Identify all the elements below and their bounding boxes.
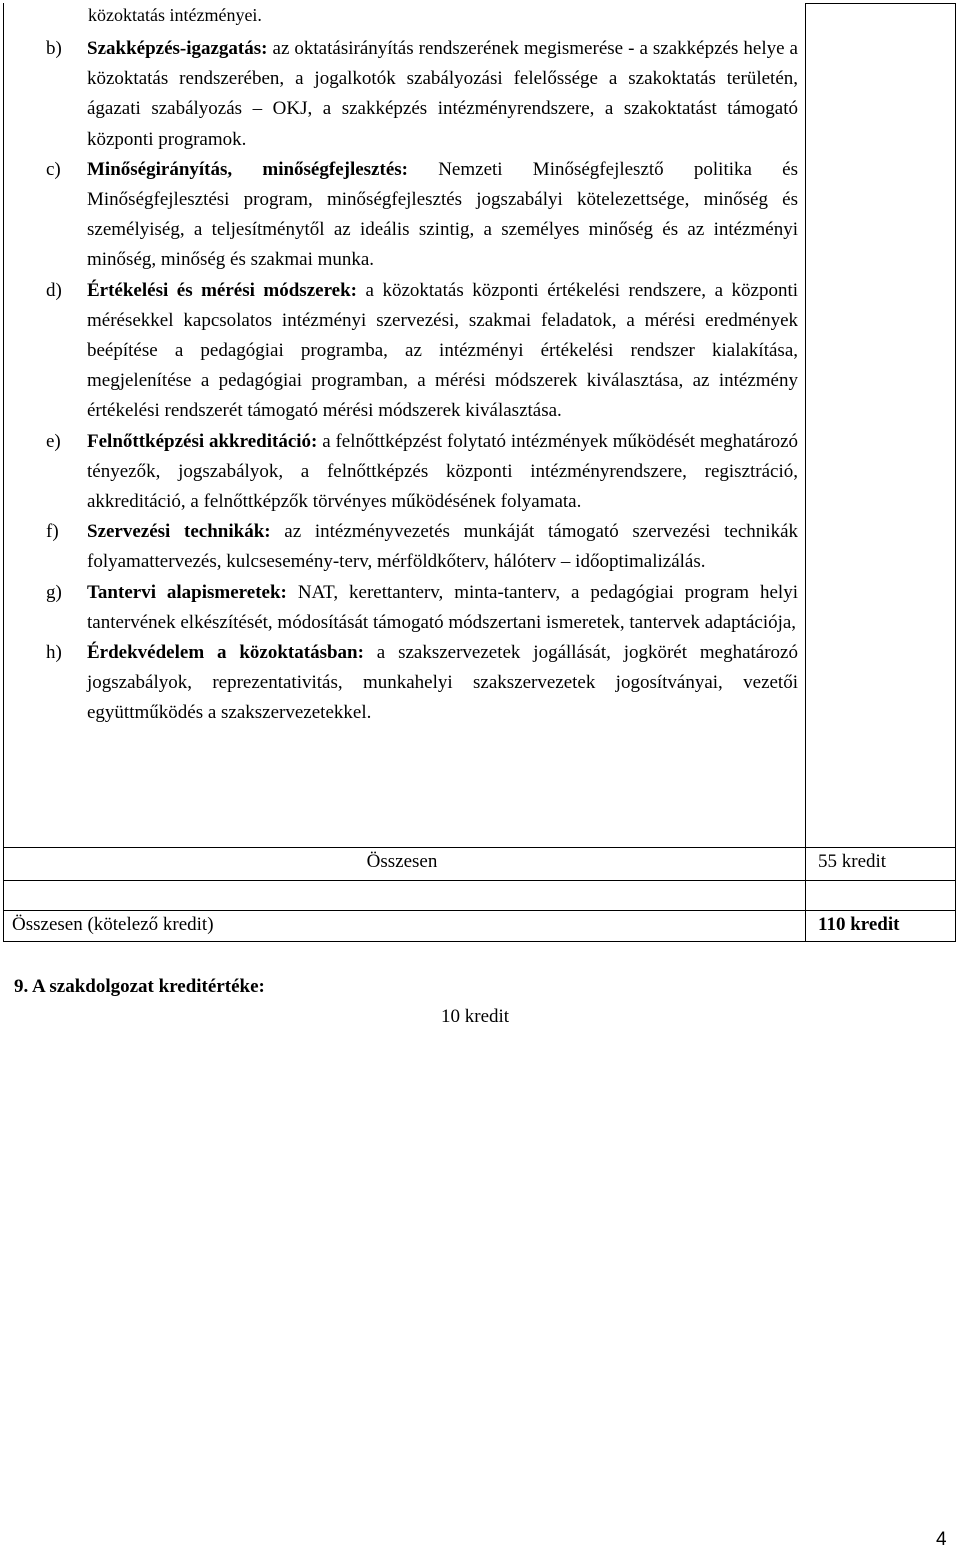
table-border-left bbox=[3, 3, 4, 942]
item-letter: f) bbox=[46, 521, 59, 543]
item-title: Szervezési technikák: bbox=[87, 521, 271, 543]
item-title: Érdekvédelem a közoktatásban: bbox=[87, 642, 364, 664]
table-border-right bbox=[955, 3, 956, 942]
item-text: Nemzeti Minőségfejlesztő politika és Minőségfejlesztési program, minőségfejlesztés jogszabályi kötelezettsége, minőség és személyiség, a teljesítménytől az ideális szintig, a személyes minőség és az intézményi minőség, minőség és szakmai munka. bbox=[87, 158, 798, 271]
thesis-heading: 9. A szakdolgozat kreditértéke: bbox=[14, 976, 265, 997]
item-text: NAT, kerettanterv, minta-tanterv, a pedagógiai program helyi tantervének elkészítését, módosítását támogató módszertani ismeretek, tantervek adaptációja, bbox=[87, 581, 798, 633]
table-row-divider-blank bbox=[3, 910, 956, 911]
mandatory-total-label: Összesen (kötelező kredit) bbox=[12, 914, 214, 935]
list-item bbox=[46, 638, 798, 729]
item-letter: g) bbox=[46, 581, 62, 603]
continuation-line: közoktatás intézményei. bbox=[88, 5, 262, 25]
topic-list bbox=[46, 34, 798, 729]
page-number: 4 bbox=[936, 1529, 947, 1550]
table-row-divider-summary bbox=[3, 847, 956, 848]
thesis-credit: 10 kredit bbox=[441, 1006, 510, 1027]
item-letter: c) bbox=[46, 158, 61, 180]
list-item bbox=[46, 578, 798, 638]
list-item bbox=[46, 155, 798, 276]
summary-label: Összesen bbox=[366, 851, 438, 872]
item-letter: d) bbox=[46, 279, 62, 301]
item-text: a szakszervezetek jogállását, jogkörét meghatározó jogszabályok, reprezentativitás, munkahelyi szakszervezetek jogosítványai, vezetői együttműködés a szakszervezetekkel. bbox=[87, 642, 798, 724]
item-text: az intézményvezetés munkáját támogató szervezési technikák folyamattervezés, kulcsesemény-terv, mérföldkőterv, hálóterv – időoptimalizálás. bbox=[87, 521, 799, 573]
list-item bbox=[46, 34, 798, 155]
mandatory-total-credit: 110 kredit bbox=[818, 914, 900, 935]
item-title: Minőségirányítás, minőségfejlesztés: bbox=[87, 158, 408, 180]
item-text: az oktatásirányítás rendszerének megismerése - a szakképzés helye a közoktatás rendszerében, a jogalkotók szabályozási felelőssége a szakoktatás területén, ágazati szabályozás – OKJ, a szakképzés intézményrendszere, a szakoktatást támogató központi programok. bbox=[87, 38, 798, 150]
item-letter: e) bbox=[46, 430, 61, 452]
table-border-column bbox=[805, 3, 806, 942]
list-item bbox=[46, 517, 798, 577]
item-letter: b) bbox=[46, 38, 62, 59]
item-text: a felnőttképzést folytató intézmények működését meghatározó tényezők, jogszabályok, a felnőttképzés központi intézményrendszere, regisztráció, akkreditáció, a felnőttképzők törvényes működésének folyamata. bbox=[87, 430, 798, 513]
item-title: Felnőttképzési akkreditáció: bbox=[87, 430, 318, 452]
list-item bbox=[46, 276, 798, 427]
item-title: Értékelési és mérési módszerek: bbox=[87, 279, 357, 301]
item-title: Tantervi alapismeretek: bbox=[87, 581, 287, 603]
item-title: Szakképzés-igazgatás: bbox=[87, 38, 268, 59]
summary-credit: 55 kredit bbox=[818, 851, 887, 872]
table-row-divider-summary-bottom bbox=[3, 880, 956, 881]
item-letter: h) bbox=[46, 642, 62, 664]
list-item bbox=[46, 427, 798, 518]
table-border-bottom bbox=[3, 941, 956, 942]
item-text: a közoktatás központi értékelési rendszere, a központi mérésekkel kapcsolatos intézményi szervezési, szakmai feladatok, a mérési eredmények beépítése a pedagógiai programba, az intézményi értékelési rendszer kialakítása, megjelenítése a pedagógiai programban, a mérési módszerek kiválasztása, az intézmény értékelési rendszerét támogató mérési módszerek kiválasztása. bbox=[87, 279, 799, 422]
table-border-top bbox=[805, 3, 956, 4]
